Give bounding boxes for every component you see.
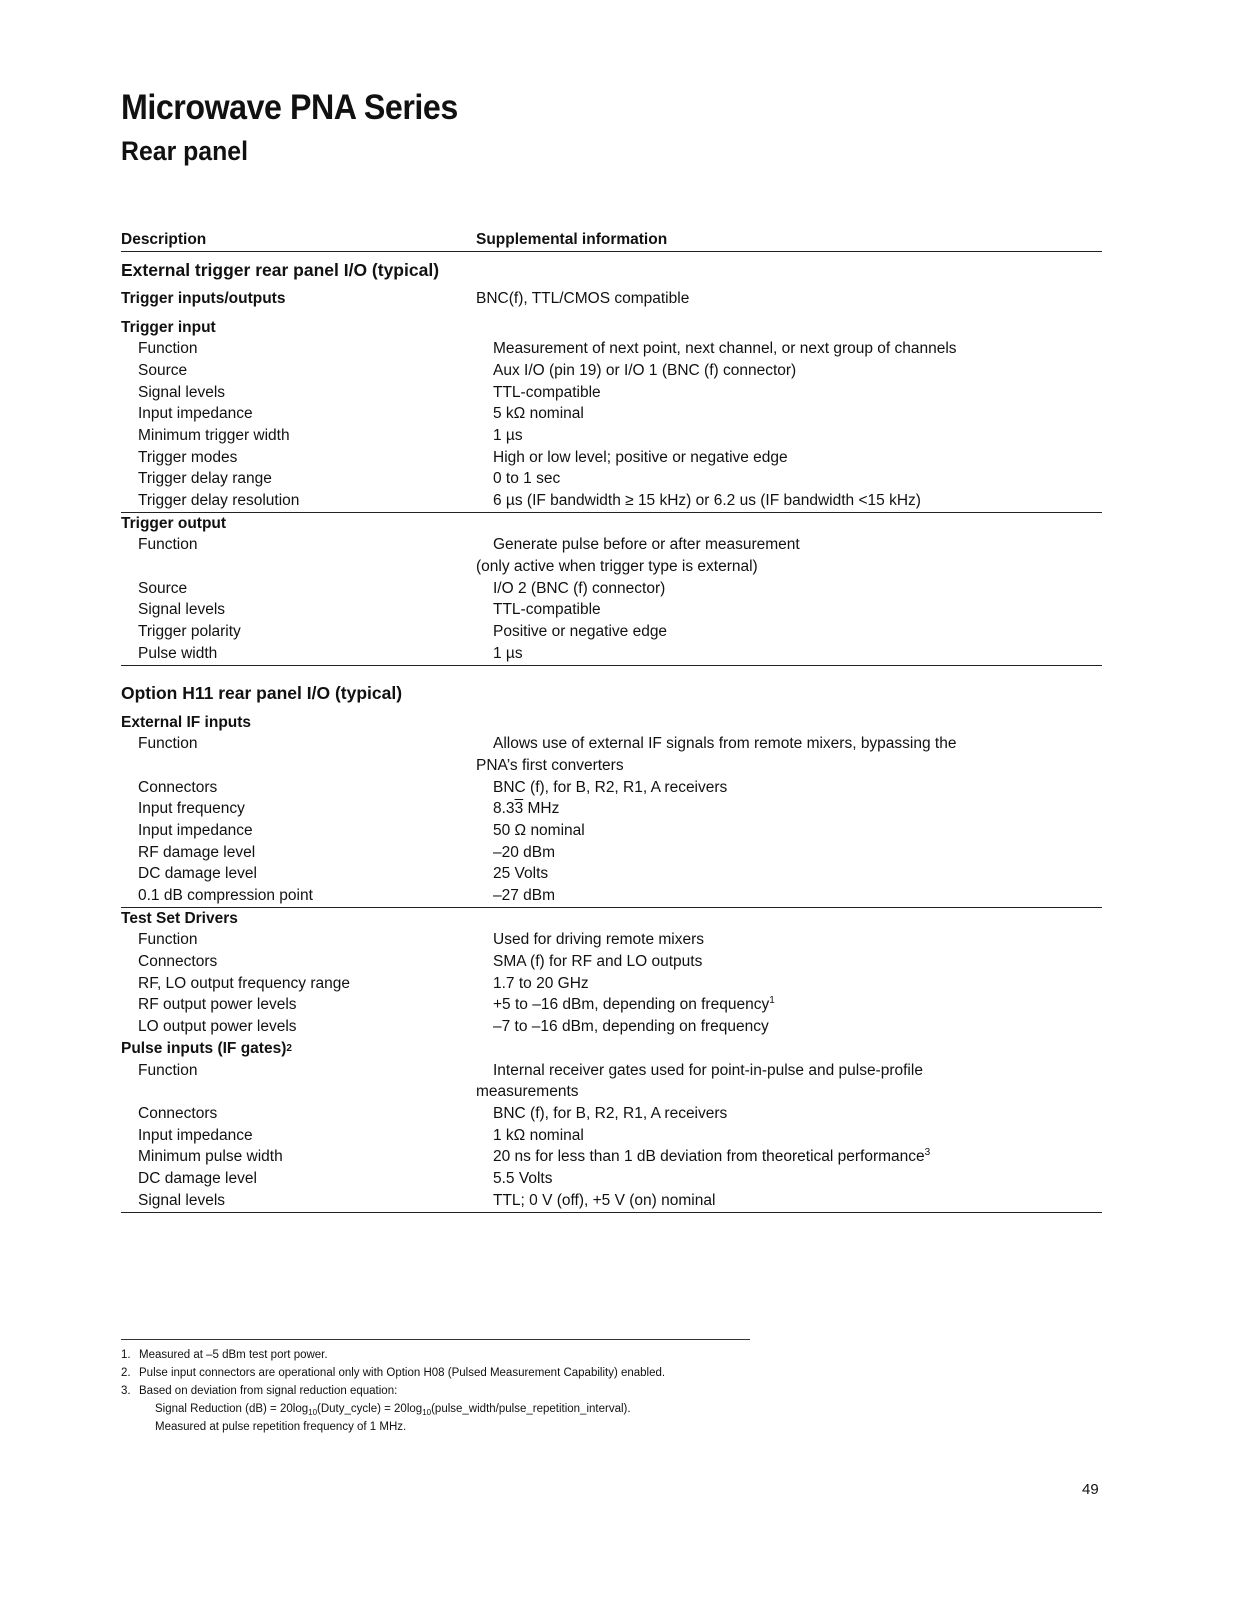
- footnote-ref: 1: [769, 995, 775, 1007]
- row-value: I/O 2 (BNC (f) connector): [493, 579, 666, 597]
- row-value: Used for driving remote mixers: [493, 931, 705, 949]
- row-label: RF damage level: [138, 843, 256, 861]
- footnote-equation: Signal Reduction $(dB) = 20\log_{10}(Duty\_cycle)$ = $20\log_{10}(pulse\_width/pulse\_repetition\_interval)$.: [155, 1403, 631, 1417]
- row-label: Function: [138, 1061, 198, 1079]
- row-label: Pulse width: [138, 644, 218, 662]
- column-header-supplemental: Supplemental information: [476, 231, 668, 248]
- row-value: Internal receiver gates used for point-in-pulse and pulse-profile: [493, 1061, 923, 1079]
- row-value: Allows use of external IF signals from remote mixers, bypassing the: [493, 735, 957, 753]
- section-heading: Option H11 rear panel I/O (typical): [121, 683, 403, 704]
- row-value: TTL-compatible: [493, 383, 601, 401]
- row-value: 1 kΩ nominal: [493, 1126, 584, 1144]
- row-label: 0.1 dB compression point: [138, 887, 313, 905]
- row-value: –7 to –16 dBm, depending on frequency: [493, 1018, 769, 1036]
- table-row: [121, 447, 1102, 469]
- table-row: [121, 973, 1102, 995]
- page-subtitle: Rear panel: [121, 136, 249, 166]
- group-heading: Trigger output: [121, 514, 227, 532]
- footnote-ref: 3: [924, 1147, 931, 1159]
- row-value: Measurement of next point, next channel, or next group of channels: [493, 340, 957, 358]
- table-row: [121, 288, 1102, 310]
- row-value: 5 kΩ nominal: [493, 405, 584, 423]
- table-row: [121, 600, 1102, 622]
- repeating-digit: 3: [514, 800, 524, 818]
- row-value: Aux I/O (pin 19) or I/O 1 (BNC (f) connector): [493, 361, 797, 379]
- row-value: 0 to 1 sec: [493, 470, 561, 488]
- table-row: [121, 777, 1102, 799]
- row-label: RF, LO output frequency range: [138, 974, 350, 992]
- footnotes: [121, 1346, 665, 1436]
- table-row: [121, 1103, 1102, 1125]
- table-row: [121, 1146, 1102, 1168]
- row-label: Connectors: [138, 1104, 218, 1122]
- table-row: [121, 643, 1102, 666]
- table-row: [121, 733, 1102, 755]
- row-label: RF output power levels: [138, 996, 297, 1014]
- group-heading: Pulse inputs (IF gates) 2: [121, 1039, 292, 1057]
- row-value: 50 Ω nominal: [493, 821, 585, 839]
- table-row: [121, 490, 1102, 513]
- table-row: [121, 360, 1102, 382]
- row-value: +5 to –16 dBm, depending on frequency$^1$: [493, 995, 775, 1014]
- row-label: Minimum pulse width: [138, 1148, 283, 1166]
- table-row: [121, 1016, 1102, 1038]
- spec-table: [121, 229, 1102, 1213]
- table-row: [121, 1125, 1102, 1147]
- table-row: [121, 930, 1102, 952]
- table-row: [121, 403, 1102, 425]
- row-value: PNA’s first converters: [476, 756, 624, 774]
- footnote-divider: [121, 1339, 750, 1340]
- row-label: Trigger modes: [138, 448, 238, 466]
- table-row: [121, 578, 1102, 600]
- row-label: Input impedance: [138, 821, 253, 839]
- row-label: Trigger polarity: [138, 623, 241, 641]
- table-row: [121, 951, 1102, 973]
- row-label: Source: [138, 579, 188, 597]
- footnote-continuation: Measured at pulse repetition frequency of 1 MHz.: [155, 1421, 407, 1433]
- page-number: 49: [1082, 1481, 1099, 1498]
- table-row: [121, 1168, 1102, 1190]
- table-row: [121, 1060, 1102, 1082]
- row-label: Signal levels: [138, 383, 226, 401]
- row-label: Minimum trigger width: [138, 426, 290, 444]
- group-heading: External IF inputs: [121, 713, 252, 731]
- table-row: [121, 338, 1102, 360]
- table-row: [121, 885, 1102, 908]
- footnote: 2. Pulse input connectors are operational only with Option H08 (Pulsed Measurement Capability) enabled.: [121, 1367, 666, 1379]
- row-label: Input frequency: [138, 800, 245, 818]
- row-value: 1 µs: [493, 426, 523, 444]
- footnote: 3. Based on deviation from signal reduction equation:: [121, 1385, 398, 1397]
- row-value: 6 µs (IF bandwidth ≥ 15 kHz) or 6.2 us (IF bandwidth <15 kHz): [493, 492, 921, 510]
- table-row: [121, 798, 1102, 820]
- row-value: (only active when trigger type is external): [476, 558, 758, 576]
- row-value: TTL-compatible: [493, 601, 601, 619]
- row-label: LO output power levels: [138, 1018, 297, 1036]
- table-row: [121, 469, 1102, 491]
- row-label: Function: [138, 931, 198, 949]
- row-value: TTL; 0 V (off), +5 V (on) nominal: [493, 1191, 716, 1209]
- row-label: Trigger inputs/outputs: [121, 289, 286, 307]
- row-label: DC damage level: [138, 1169, 257, 1187]
- table-row: [121, 621, 1102, 643]
- row-label: Trigger delay range: [138, 470, 272, 488]
- row-label: Function: [138, 735, 198, 753]
- row-label: Input impedance: [138, 405, 253, 423]
- row-label: Input impedance: [138, 1126, 253, 1144]
- row-value: BNC(f), TTL/CMOS compatible: [476, 289, 690, 307]
- table-row: [121, 535, 1102, 557]
- row-value: 25 Volts: [493, 865, 549, 883]
- row-value: SMA (f) for RF and LO outputs: [493, 953, 703, 971]
- table-row: [121, 1190, 1102, 1213]
- row-value: Generate pulse before or after measurement: [493, 536, 800, 554]
- group-heading: Test Set Drivers: [121, 909, 238, 927]
- page-title: Microwave PNA Series: [121, 88, 458, 127]
- table-row: [121, 842, 1102, 864]
- row-label: Function: [138, 536, 198, 554]
- table-row: [121, 995, 1102, 1017]
- row-value: 8.33 MHz: [493, 800, 560, 818]
- row-label: Connectors: [138, 953, 218, 971]
- table-row-continuation: [121, 1081, 1102, 1103]
- row-value: 1 µs: [493, 644, 523, 662]
- row-label: Trigger delay resolution: [138, 492, 300, 510]
- row-value: 20 ns for less than 1 dB deviation from theoretical performance$^3$: [493, 1147, 931, 1166]
- row-label: Signal levels: [138, 601, 226, 619]
- row-value: BNC (f), for B, R2, R1, A receivers: [493, 778, 728, 796]
- row-value: BNC (f), for B, R2, R1, A receivers: [493, 1104, 728, 1122]
- table-row: [121, 820, 1102, 842]
- footnote: 1. Measured at –5 dBm test port power.: [121, 1349, 328, 1361]
- table-header: [121, 229, 1102, 252]
- row-value: measurements: [476, 1083, 579, 1101]
- row-value: 5.5 Volts: [493, 1169, 553, 1187]
- table-row-continuation: [121, 556, 1102, 578]
- row-label: Connectors: [138, 778, 218, 796]
- row-label: Function: [138, 340, 198, 358]
- table-row: [121, 864, 1102, 886]
- table-row: [121, 382, 1102, 404]
- table-row: [121, 425, 1102, 447]
- row-value: High or low level; positive or negative edge: [493, 448, 788, 466]
- column-header-description: Description: [121, 231, 207, 248]
- row-value: 1.7 to 20 GHz: [493, 974, 589, 992]
- row-value: –20 dBm: [493, 843, 556, 861]
- row-label: Source: [138, 361, 188, 379]
- row-label: DC damage level: [138, 865, 257, 883]
- row-value: –27 dBm: [493, 887, 556, 905]
- group-heading: Trigger input: [121, 318, 216, 336]
- table-row-continuation: [121, 755, 1102, 777]
- row-value: Positive or negative edge: [493, 623, 668, 641]
- section-heading: External trigger rear panel I/O (typical): [121, 259, 440, 280]
- row-label: Signal levels: [138, 1191, 226, 1209]
